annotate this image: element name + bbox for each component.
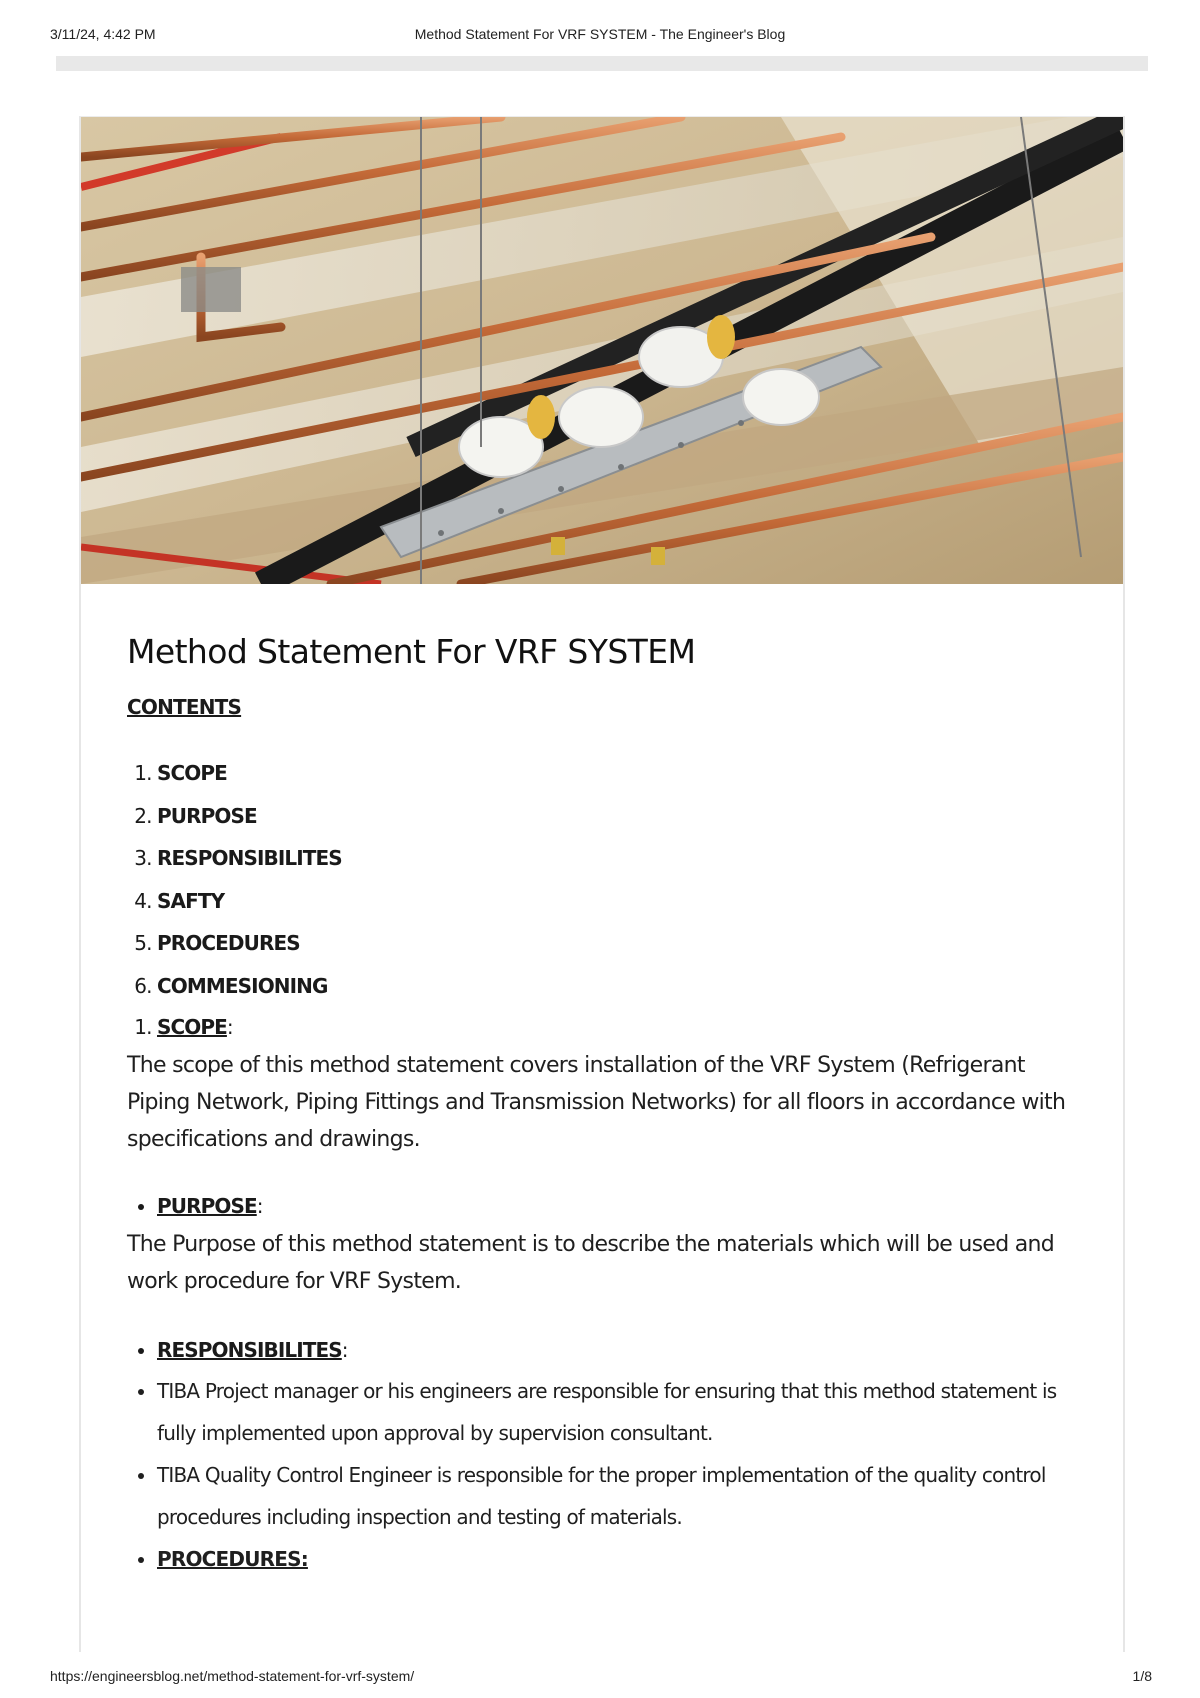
page-url: https://engineersblog.net/method-statement-for-vrf-system/ [50,1668,415,1684]
toc-item-scope[interactable] [157,752,1077,795]
scope-body: The scope of this method statement covers installation of the VRF System (Refrigerant Piping Network, Piping Fittings and Transmission Networks) for all floors in accordance with specifications and drawings. [127,1053,1066,1152]
toc-item-label: PROCEDURES [157,931,300,955]
table-of-contents [127,752,1077,1007]
responsibilities-heading: RESPONSIBILITES [157,1338,342,1362]
purpose-heading-item: • PURPOSE: [157,1186,1077,1226]
toc-item-responsibilities[interactable] [157,837,1077,880]
toc-item-procedures[interactable] [157,922,1077,965]
print-date: 3/11/24, 4:42 PM [50,26,156,42]
toc-item-label: PURPOSE [157,803,257,828]
responsibilities-section [127,1330,1077,1370]
toc-item-label: RESPONSIBILITES [157,846,342,870]
toc-item-purpose[interactable] [157,795,1077,838]
responsibilities-list [127,1370,1077,1580]
list-item: • TIBA Quality Control Engineer is responsible for the proper implementation of the quality control procedures including inspection and testing of materials. [157,1454,1077,1538]
hero-image [81,117,1123,584]
article-content [127,632,1077,1580]
purpose-heading: PURPOSE [157,1194,257,1218]
contents-heading: CONTENTS [127,695,242,719]
responsibilities-heading-item: • RESPONSIBILITES: [157,1330,1077,1370]
print-header [0,26,1200,46]
purpose-body: The Purpose of this method statement is to describe the materials which will be used and work procedure for VRF System. [127,1232,1055,1294]
article-title: Method Statement For VRF SYSTEM [127,632,696,671]
toc-item-safety[interactable] [157,880,1077,923]
scope-section [127,1007,1077,1047]
scope-heading: SCOPE [157,1015,227,1039]
purpose-section [127,1186,1077,1226]
toc-item-label: SCOPE [157,761,227,785]
print-page-title: Method Statement For VRF SYSTEM - The Engineer's Blog [414,26,786,42]
article-card [79,116,1125,1652]
procedures-heading-item [157,1538,1077,1580]
print-footer [0,1668,1200,1688]
toc-item-commissioning[interactable] [157,965,1077,1008]
procedures-heading: PROCEDURES: [157,1547,308,1571]
toc-item-label: COMMESIONING [157,973,328,998]
top-bar [56,56,1148,71]
scope-heading-item: 1. SCOPE: [157,1007,1077,1047]
toc-item-label: SAFTY [157,888,225,913]
page-number: 1/8 [1132,1668,1152,1684]
list-item: • TIBA Project manager or his engineers are responsible for ensuring that this method statement is fully implemented upon approval by supervision consultant. [157,1370,1077,1454]
